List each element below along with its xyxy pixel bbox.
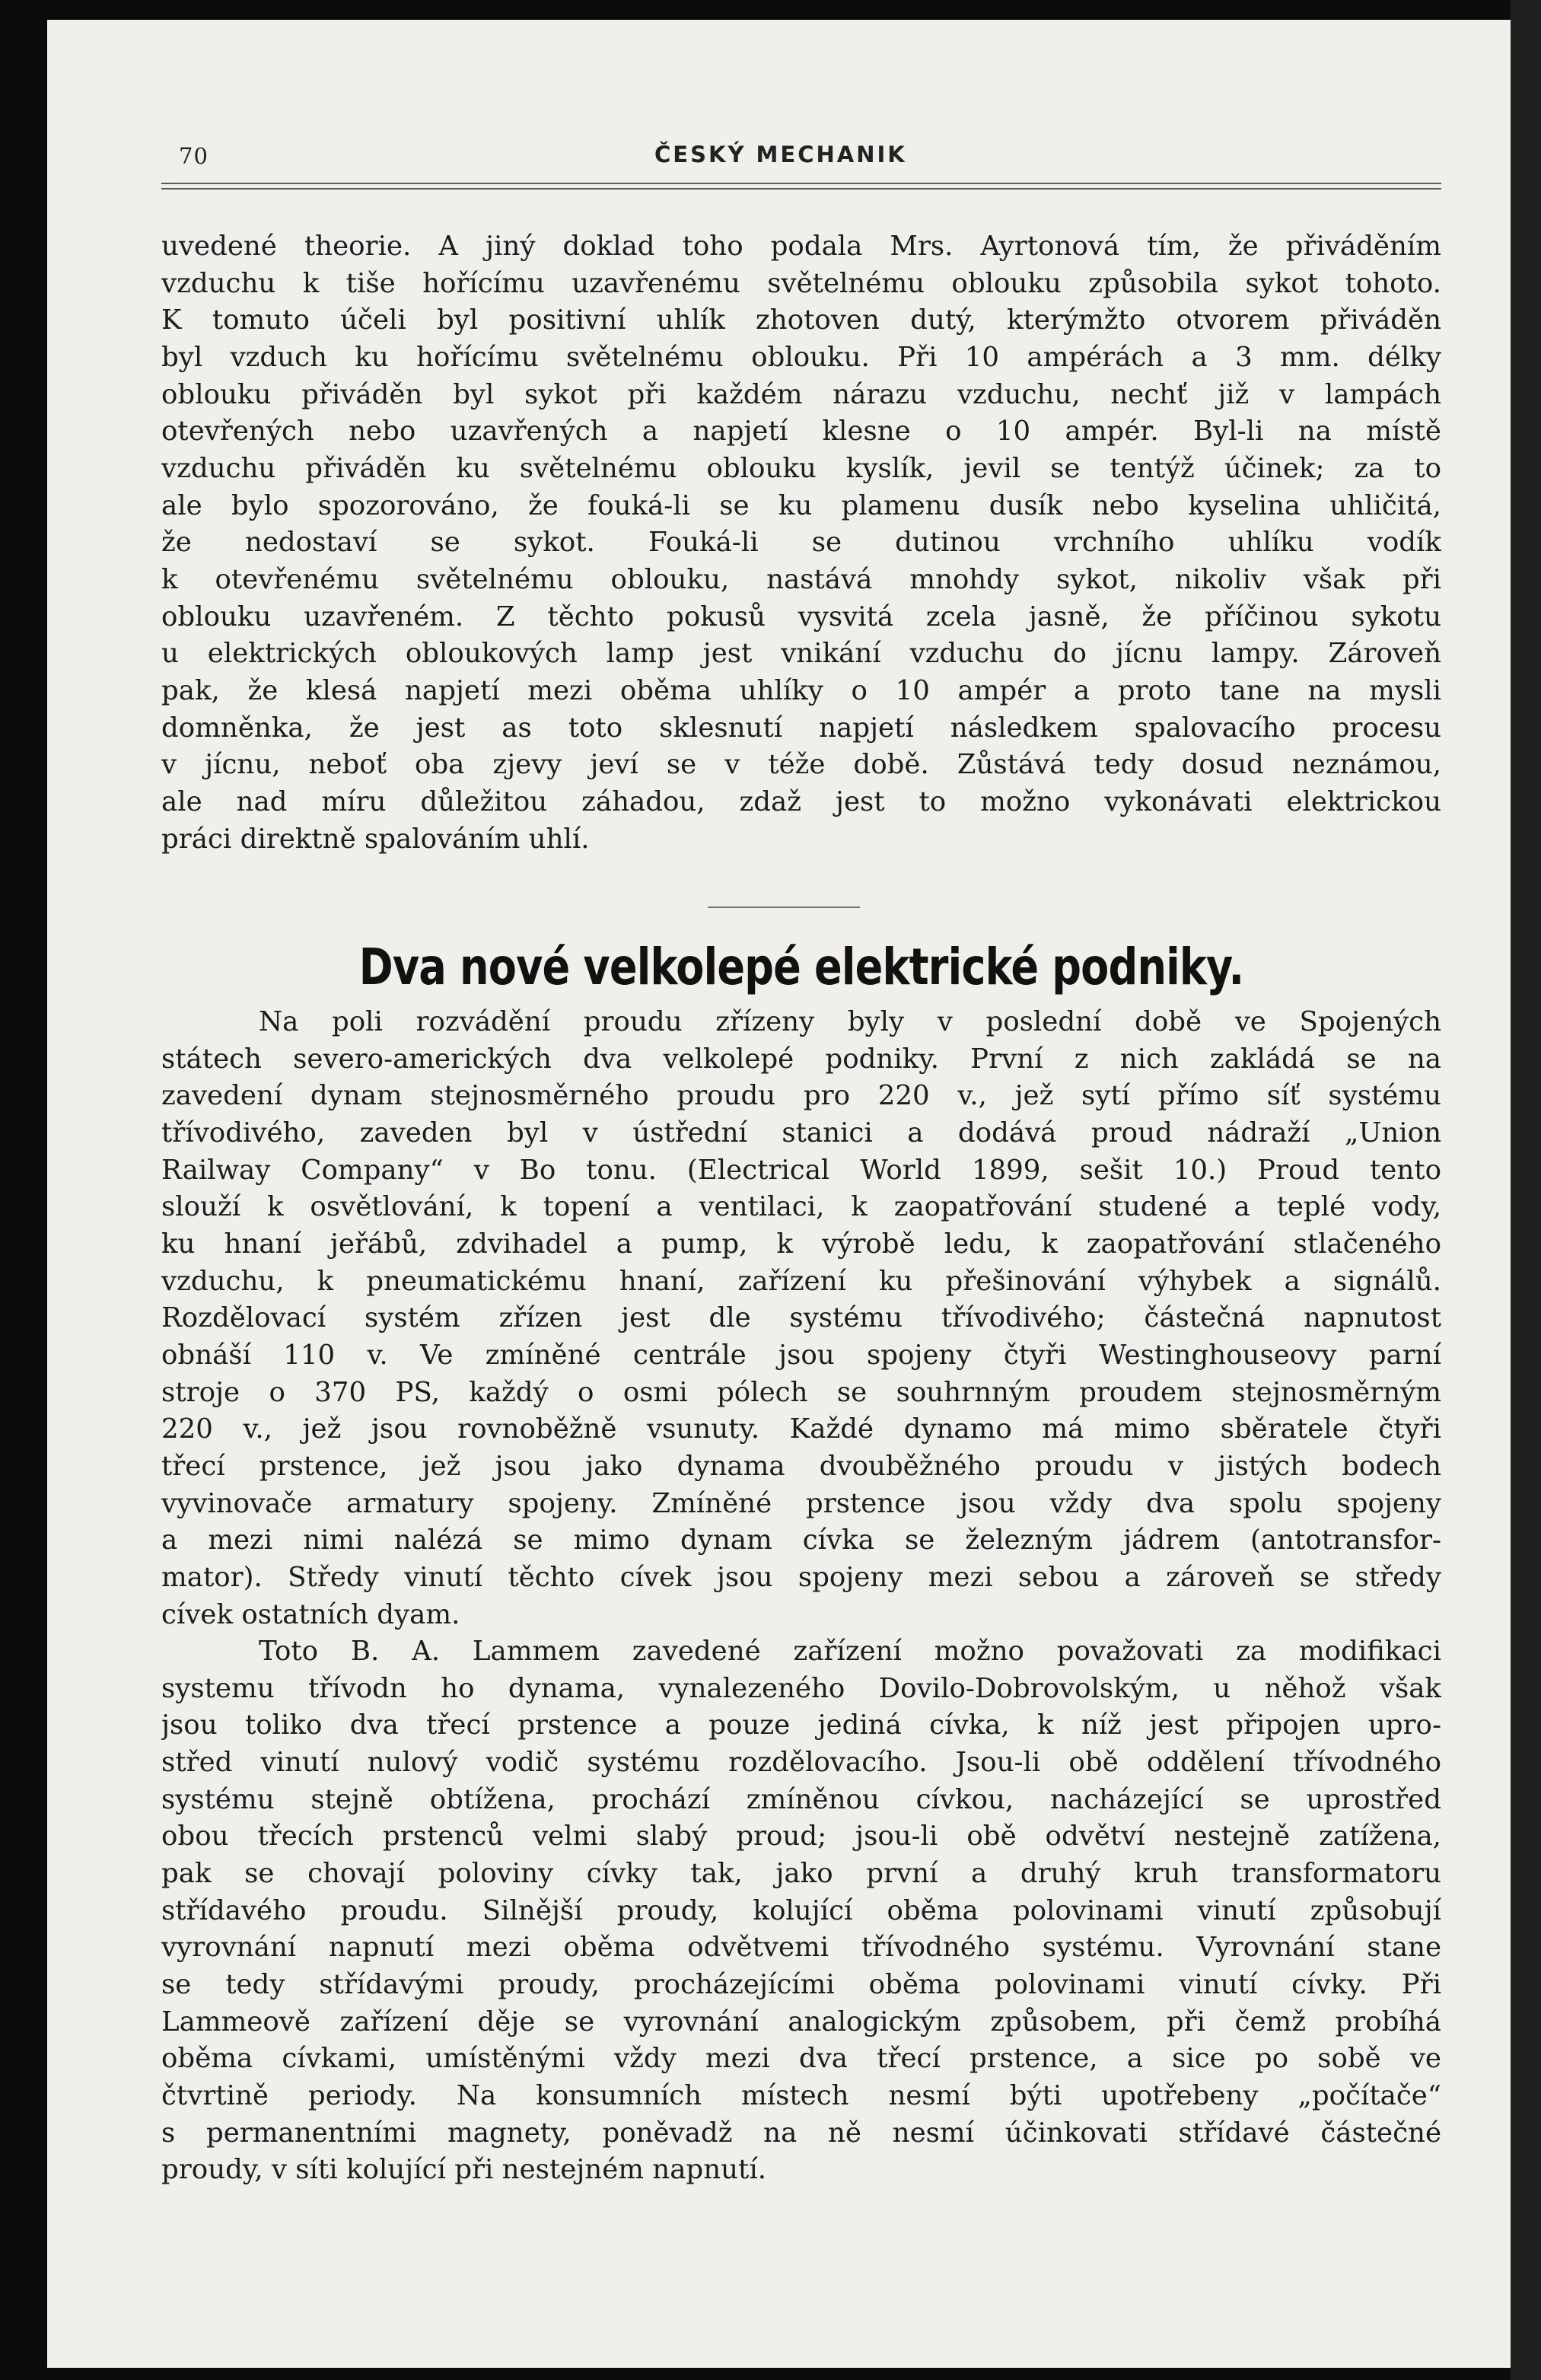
text-line: jsou toliko dva třecí prstence a pouze jediná cívka, k níž jest připojen upro- [161, 1709, 1441, 1741]
text-line: uvedené theorie. A jiný doklad toho podala Mrs. Ayrtonová tím, že přiváděním [161, 231, 1441, 262]
text-line: proudy, v síti kolující při nestejném napnutí. [161, 2154, 767, 2186]
text-line: Toto B. A. Lammem zavedené zařízení možno považovati za modifikaci [259, 1636, 1441, 1668]
text-line: obou třecích prstenců velmi slabý proud; jsou-li obě odvětví nestejně zatížena, [161, 1821, 1441, 1853]
page-number: 70 [179, 143, 209, 169]
text-line: byl vzduch ku hořícímu světelnému oblouku. Při 10 ampérách a 3 mm. délky [161, 341, 1441, 373]
text-line: pak se chovají poloviny cívky tak, jako první a druhý kruh transformatoru [161, 1858, 1441, 1890]
text-line: obnáší 110 v. Ve zmíněné centrále jsou spojeny čtyři Westinghouseovy parní [161, 1339, 1441, 1371]
text-line: a mezi nimi nalézá se mimo dynam cívka se železným jádrem (antotransfor- [161, 1525, 1441, 1556]
text-line: systému stejně obtížena, prochází zmíněnou cívkou, nacházející se uprostřed [161, 1783, 1441, 1815]
text-line: systemu třívodn ho dynama, vynalezeného Dovilo-Dobrovolským, u něhož však [161, 1672, 1441, 1704]
text-line: čtvrtině periody. Na konsumních místech nesmí býti upotřebeny „počítače“ [161, 2080, 1441, 2112]
text-line: pak, že klesá napjetí mezi oběma uhlíky o 10 ampér a proto tane na mysli [161, 674, 1441, 706]
text-line: třecí prstence, jež jsou jako dynama dvouběžného proudu v jistých bodech [161, 1450, 1441, 1482]
text-line: oblouku přiváděn byl sykot při každém nárazu vzduchu, nechť již v lampách [161, 378, 1441, 410]
text-line: u elektrických obloukových lamp jest vnikání vzduchu do jícnu lampy. Zároveň [161, 638, 1441, 670]
paragraph-theory [161, 228, 1441, 858]
header-rule [161, 188, 1441, 190]
paragraph-enterprises [161, 1004, 1441, 2189]
text-line: práci direktně spalováním uhlí. [161, 823, 590, 855]
text-line: vyrovnání napnutí mezi oběma odvětvemi třívodného systému. Vyrovnání stane [161, 1932, 1441, 1964]
text-line: že nedostaví se sykot. Fouká-li se dutinou vrchního uhlíku vodík [161, 527, 1441, 559]
text-line: zavedení dynam stejnosměrného proudu pro 220 v., jež sytí přímo síť systému [161, 1080, 1441, 1112]
text-line: slouží k osvětlování, k topení a ventilaci, k zaopatřování studené a teplé vody, [161, 1191, 1441, 1223]
article-title: Dva nové velkolepé elektrické podniky. [358, 938, 1244, 996]
text-line: cívek ostatních dyam. [161, 1598, 460, 1630]
text-line: vzduchu k tiše hořícímu uzavřenému světelnému oblouku způsobila sykot tohoto. [161, 267, 1441, 299]
text-line: střed vinutí nulový vodič systému rozdělovacího. Jsou-li obě oddělení třívodného [161, 1747, 1441, 1779]
text-line: vzduchu, k pneumatickému hnaní, zařízení ku přešinování výhybek a signálů. [161, 1265, 1441, 1297]
text-line: otevřených nebo uzavřených a napjetí klesne o 10 ampér. Byl-li na místě [161, 416, 1441, 448]
text-line: vyvinovače armatury spojeny. Zmíněné prstence jsou vždy dva spolu spojeny [161, 1487, 1441, 1519]
text-line: oblouku uzavřeném. Z těchto pokusů vysvitá zcela jasně, že příčinou sykotu [161, 601, 1441, 632]
text-line: Rozdělovací systém zřízen jest dle systému třívodivého; částečná napnutost [161, 1302, 1441, 1334]
text-line: státech severo-amerických dva velkolepé podniky. První z nich zakládá se na [161, 1043, 1441, 1075]
text-line: oběma cívkami, umístěnými vždy mezi dva třecí prstence, a sice po sobě ve [161, 2043, 1441, 2075]
text-line: střídavého proudu. Silnější proudy, kolující oběma polovinami vinutí způsobují [161, 1894, 1441, 1926]
text-line: s permanentními magnety, poněvadž na ně nesmí účinkovati střídavé částečné [161, 2117, 1441, 2149]
text-line: ale bylo spozorováno, že fouká-li se ku plamenu dusík nebo kyselina uhličitá, [161, 489, 1441, 521]
text-line: K tomuto účeli byl positivní uhlík zhotoven dutý, kterýmžto otvorem přiváděn [161, 304, 1441, 336]
text-line: vzduchu přiváděn ku světelnému oblouku kyslík, jevil se tentýž účinek; za to [161, 452, 1441, 484]
text-line: Railway Company“ v Bo tonu. (Electrical World 1899, sešit 10.) Proud tento [161, 1154, 1441, 1186]
header-rule [161, 183, 1441, 184]
text-line: Lammeově zařízení děje se vyrovnání analogickým způsobem, při čemž probíhá [161, 2006, 1441, 2037]
text-line: Na poli rozvádění proudu zřízeny byly v poslední době ve Spojených [259, 1006, 1441, 1037]
running-title: ČESKÝ MECHANIK [654, 142, 907, 167]
scan-edge [1511, 0, 1541, 2380]
text-line: ku hnaní jeřábů, zdvihadel a pump, k výrobě ledu, k zaopatřování stlačeného [161, 1228, 1441, 1260]
text-line: stroje o 370 PS, každý o osmi pólech se souhrnným proudem stejnosměrným [161, 1376, 1441, 1408]
text-line: se tedy střídavými proudy, procházejícími oběma polovinami vinutí cívky. Při [161, 1969, 1441, 2001]
text-line: v jícnu, neboť oba zjevy jeví se v téže době. Zůstává tedy dosud neznámou, [161, 749, 1441, 781]
text-line: 220 v., jež jsou rovnoběžně vsunuty. Každé dynamo má mimo sběratele čtyři [161, 1413, 1441, 1445]
text-line: třívodivého, zaveden byl v ústřední stanici a dodává proud nádraží „Union [161, 1117, 1441, 1149]
section-divider [708, 906, 860, 908]
text-line: domněnka, že jest as toto sklesnutí napjetí následkem spalovacího procesu [161, 712, 1441, 744]
text-line: mator). Středy vinutí těchto cívek jsou spojeny mezi sebou a zároveň se středy [161, 1561, 1441, 1593]
text-line: k otevřenému světelnému oblouku, nastává mnohdy sykot, nikoliv však při [161, 563, 1441, 595]
text-line: ale nad míru důležitou záhadou, zdaž jest to možno vykonávati elektrickou [161, 785, 1441, 817]
